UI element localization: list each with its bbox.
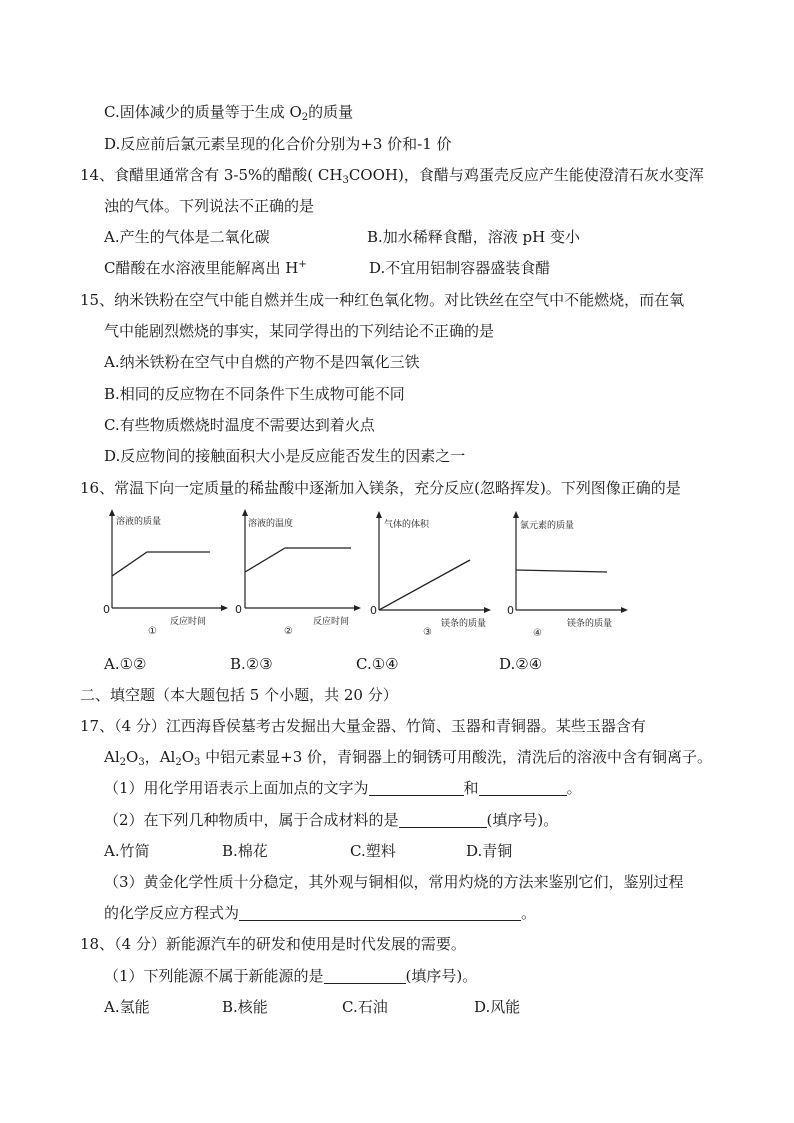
graph-3-number: ③ (423, 627, 432, 638)
q16-option-b: B.②③ (230, 655, 273, 673)
q16-option-c: C.①④ (356, 655, 399, 673)
q18-part-1: （1）下列能源不属于新能源的是 (填序号)。 (104, 967, 478, 985)
graph-4-svg (504, 510, 634, 645)
q17-part-3-line2: 的化学反应方程式为 。 (104, 904, 537, 922)
graph-3-ylabel: 气体的体积 (384, 520, 430, 530)
q17-blank-1b[interactable] (479, 780, 567, 796)
q17-option-c: C.塑料 (350, 842, 396, 860)
q18-option-c: C.石油 (342, 998, 388, 1016)
q14-option-c: C醋酸在水溶液里能解离出 H+ (104, 259, 307, 277)
q17-part-2: （2）在下列几种物质中，属于合成材料的是 (填序号)。 (104, 811, 559, 829)
graph-2-x-arrow (354, 605, 361, 611)
q15-stem-line1: 15、纳米铁粉在空气中能自燃并生成一种红色氧化物。对比铁丝在空气中不能燃烧，而在氧 (80, 291, 685, 309)
q18-blank-1[interactable] (324, 968, 406, 984)
graph-1-ylabel: 溶液的质量 (116, 517, 162, 527)
q17-part-3-line1: （3）黄金化学性质十分稳定，其外观与铜相似，常用灼烧的方法来鉴别它们，鉴别过程 (104, 873, 684, 891)
graph-4-origin: 0 (507, 604, 514, 617)
q15-option-c: C.有些物质燃烧时温度不需要达到着火点 (104, 416, 375, 434)
graph-3-x-arrow (484, 607, 491, 613)
graph-1-xlabel: 反应时间 (170, 617, 207, 627)
q16-stem: 16、常温下向一定质量的稀盐酸中逐渐加入镁条，充分反应(忽略挥发)。下列图像正确的是 (80, 479, 681, 497)
graph-2-svg (233, 508, 363, 643)
graph-2-number: ② (284, 626, 293, 637)
graph-2-y-arrow (242, 509, 248, 516)
graph-1-curve (112, 552, 210, 576)
graph-3 (367, 510, 497, 645)
q15-option-d: D.反应物间的接触面积大小是反应能否发生的因素之一 (104, 447, 466, 465)
graph-1-x-arrow (221, 605, 228, 611)
graph-1-svg (100, 508, 230, 643)
q15-stem-line2: 气中能剧烈燃烧的事实，某同学得出的下列结论不正确的是 (104, 322, 495, 340)
graph-1-y-arrow (109, 509, 115, 516)
q14-stem-line2: 浊的气体。下列说法不正确的是 (104, 197, 315, 215)
q14-stem-line1: 14、食醋里通常含有 3-5%的醋酸( $CH_3COOH$)，食醋与鸡蛋壳反应产生能使澄清石灰水变浑 (80, 166, 704, 186)
q14-option-d: D.不宜用铝制容器盛装食醋 (369, 259, 551, 277)
graph-1-number: ① (148, 626, 157, 637)
graph-4 (504, 510, 634, 645)
graph-2-ylabel: 溶液的温度 (248, 519, 294, 529)
q14-option-a: A.产生的气体是二氧化碳 (104, 228, 270, 246)
q17-option-b: B.棉花 (222, 842, 268, 860)
graph-3-svg (367, 510, 497, 645)
q17-stem-line2: $Al_2O_3$，$Al_2O_3$ 中铝元素显+3 价，青铜器上的铜锈可用酸洗，清洗后的溶液中含有铜离子。 (104, 748, 713, 768)
graph-2-curve (245, 548, 351, 572)
q13-option-c: C.固体减少的质量等于生成 $O_2$的质量 (104, 103, 354, 123)
q17-stem-line1: 17、（4 分）江西海昏侯墓考古发掘出大量金器、竹简、玉器和青铜器。某些玉器含有 (80, 717, 646, 735)
graph-3-xlabel: 镁条的质量 (441, 619, 487, 629)
graph-3-y-arrow (376, 511, 382, 518)
q18-option-b: B.核能 (222, 998, 268, 1016)
graph-4-number: ④ (533, 628, 542, 639)
graph-1 (100, 508, 230, 643)
graph-3-curve (379, 560, 470, 610)
q17-part-1: （1）用化学用语表示上面加点的文字为 和 。 (104, 779, 582, 797)
graph-4-x-arrow (621, 607, 628, 613)
q18-stem: 18、（4 分）新能源汽车的研发和使用是时代发展的需要。 (80, 935, 466, 953)
section-2-heading: 二、填空题（本大题包括 5 个小题，共 20 分） (80, 686, 398, 704)
graph-4-ylabel: 氯元素的质量 (520, 521, 575, 531)
q17-option-a: A.竹简 (104, 842, 150, 860)
graph-3-origin: 0 (370, 604, 377, 617)
graph-2-xlabel: 反应时间 (313, 617, 350, 627)
q14-option-b: B.加水稀释食醋，溶液 pH 变小 (367, 228, 581, 246)
q15-option-b: B.相同的反应物在不同条件下生成物可能不同 (104, 385, 405, 403)
graph-4-y-arrow (513, 511, 519, 518)
graph-4-xlabel: 镁条的质量 (567, 619, 613, 629)
q15-option-a: A.纳米铁粉在空气中自燃的产物不是四氧化三铁 (104, 353, 420, 371)
graph-1-origin: 0 (103, 603, 110, 616)
q13-option-d: D.反应前后氯元素呈现的化合价分别为+3 价和-1 价 (104, 135, 452, 153)
q18-option-a: A.氢能 (104, 998, 150, 1016)
q17-blank-3[interactable] (239, 905, 521, 921)
q16-option-d: D.②④ (499, 655, 543, 673)
graph-2-origin: 0 (235, 603, 242, 616)
q17-blank-2[interactable] (399, 812, 487, 828)
q16-option-a: A.①② (104, 655, 147, 673)
q17-option-d: D.青铜 (466, 842, 513, 860)
graph-2 (233, 508, 363, 643)
q17-blank-1a[interactable] (369, 780, 464, 796)
graph-4-curve (516, 570, 607, 572)
q18-option-d: D.风能 (474, 998, 521, 1016)
